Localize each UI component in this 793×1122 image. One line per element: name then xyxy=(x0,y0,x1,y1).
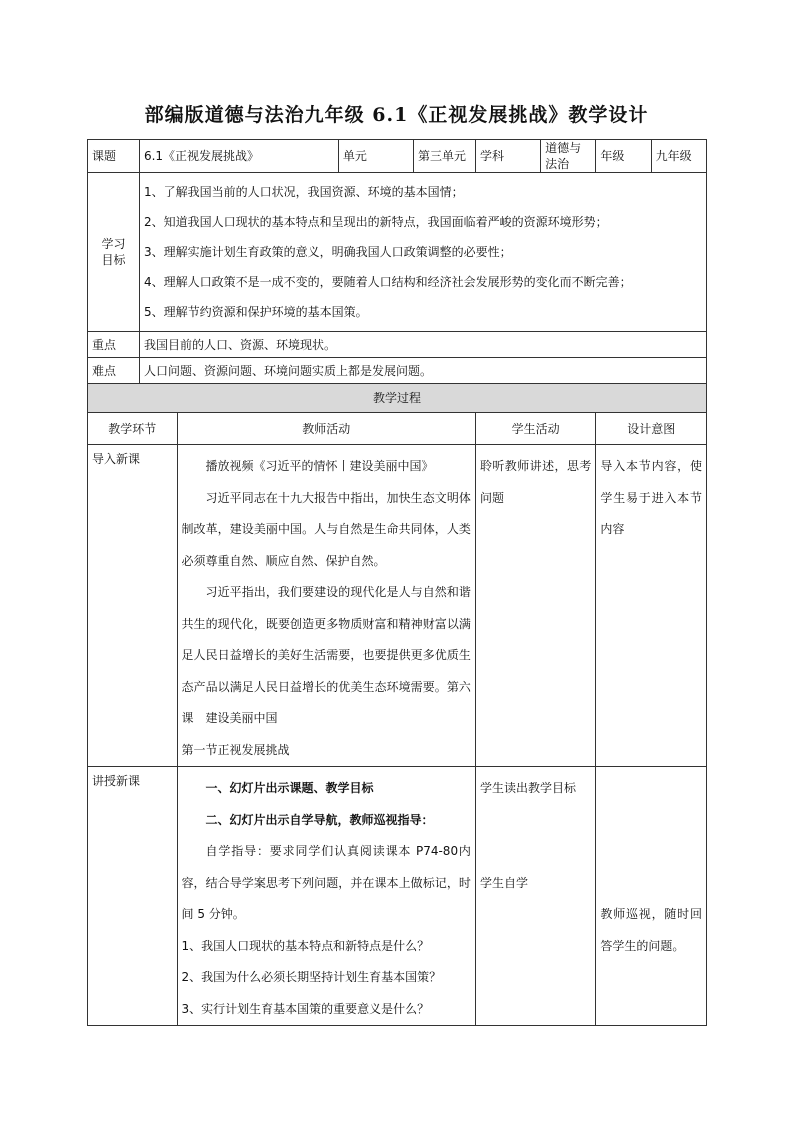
unit-label: 单元 xyxy=(338,140,413,173)
goals-row xyxy=(88,173,707,332)
grade-label: 年级 xyxy=(596,140,651,173)
difficult-text: 人口问题、资源问题、环境问题实质上都是发展问题。 xyxy=(139,358,706,384)
goal-item: 1、了解我国当前的人口状况，我国资源、环境的基本国情； xyxy=(143,185,464,199)
subject-value: 道德与法治 xyxy=(541,140,596,173)
col-intent: 设计意图 xyxy=(596,413,707,445)
unit-value: 第三单元 xyxy=(414,140,476,173)
key-row xyxy=(88,332,707,358)
subject-label: 学科 xyxy=(475,140,540,173)
teach-intent: 教师巡视，随时回答学生的问题。 xyxy=(596,767,707,1026)
teach-student: 学生读出教学目标 学生自学 xyxy=(475,767,595,1026)
intro-intent: 导入本节内容，使学生易于进入本节内容 xyxy=(596,445,707,767)
goal-item: 4、理解人口政策不是一成不变的，要随着人口结构和经济社会发展形势的变化而不断完善； xyxy=(143,275,632,289)
goal-item: 5、理解节约资源和保护环境的基本国策。 xyxy=(143,305,368,319)
intro-row xyxy=(88,445,707,767)
intro-teacher: 播放视频《习近平的情怀丨建设美丽中国》 习近平同志在十九大报告中指出，加快生态文明体制改革，建设美丽中国。人与自然是生命共同体，人类必须尊重自然、顺应自然、保护自然。 习近平指出，我们要建设的现代化是人与自然和谐共生的现代化，既要创造更多物质财富和精神财富以满足人民日益增长的美好生活需要，也要提供更多优质生态产品以满足人民日益增长的优美生态环境需要。第六课 建设美丽中国 第一节正视发展挑战 xyxy=(177,445,475,767)
col-student: 学生活动 xyxy=(475,413,595,445)
header-row xyxy=(88,140,707,173)
process-heading-row xyxy=(88,384,707,413)
difficult-row xyxy=(88,358,707,384)
teach-stage: 讲授新课 xyxy=(88,767,178,1026)
goal-item: 2、知道我国人口现状的基本特点和呈现出的新特点，我国面临着严峻的资源环境形势； xyxy=(143,215,608,229)
process-heading: 教学过程 xyxy=(88,384,707,413)
lesson-title: 6.1《正视发展挑战》 xyxy=(139,140,338,173)
key-label: 重点 xyxy=(88,332,140,358)
goals-list xyxy=(139,173,706,332)
key-text: 我国目前的人口、资源、环境现状。 xyxy=(139,332,706,358)
lesson-plan-table xyxy=(87,139,707,1026)
intro-stage: 导入新课 xyxy=(88,445,178,767)
grade-value: 九年级 xyxy=(651,140,706,173)
col-stage: 教学环节 xyxy=(88,413,178,445)
process-columns-row xyxy=(88,413,707,445)
teach-teacher: 一、幻灯片出示课题、教学目标 二、幻灯片出示自学导航，教师巡视指导： 自学指导：要求同学们认真阅读课本 P74-80内容，结合导学案思考下列问题，并在课本上做标记，时间 5 分钟。 1、我国人口现状的基本特点和新特点是什么？ 2、我国为什么必须长期坚持计划生育基本国策？ 3、实行计划生育基本国策的重要意义是什么？ xyxy=(177,767,475,1026)
teach-row xyxy=(88,767,707,1026)
goal-item: 3、理解实施计划生育政策的意义，明确我国人口政策调整的必要性； xyxy=(143,245,512,259)
intro-student: 聆听教师讲述，思考问题 xyxy=(475,445,595,767)
document-title: 部编版道德与法治九年级 6.1《正视发展挑战》教学设计 xyxy=(144,104,649,126)
goals-label: 学习 目标 xyxy=(88,173,140,332)
difficult-label: 难点 xyxy=(88,358,140,384)
lesson-label: 课题 xyxy=(88,140,140,173)
col-teacher: 教师活动 xyxy=(177,413,475,445)
